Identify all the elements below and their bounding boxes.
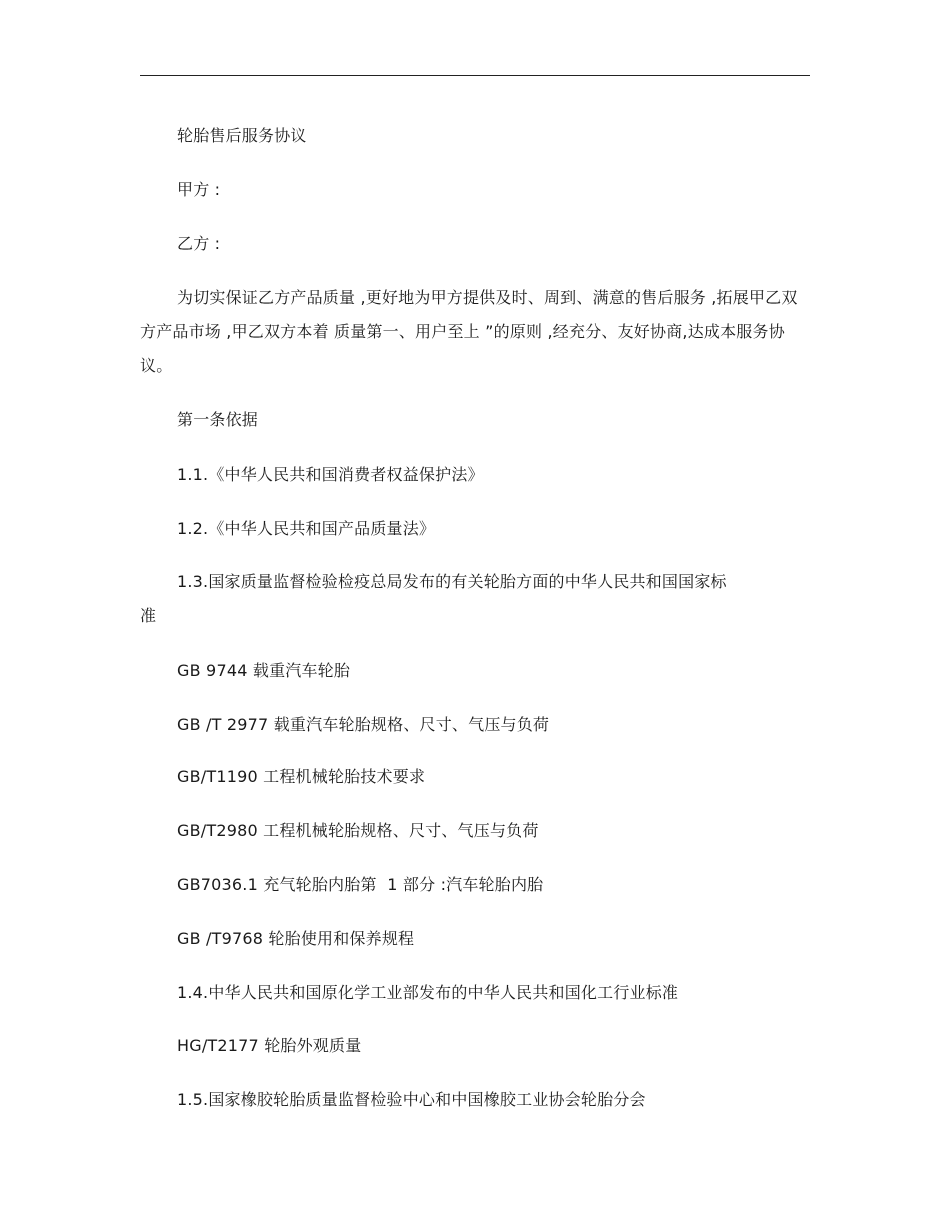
- standard-gb7036: GB7036.1 充气轮胎内胎第 1 部分 :汽车轮胎内胎: [177, 875, 544, 894]
- party-a-label: 甲方 :: [177, 180, 221, 199]
- standard-gb9744: GB 9744 载重汽车轮胎: [177, 661, 351, 680]
- standard-hgt2177: HG/T2177 轮胎外观质量: [177, 1036, 362, 1055]
- article-1-heading: 第一条依据: [177, 410, 259, 429]
- header-rule: [140, 75, 810, 76]
- standard-gbt9768: GB /T9768 轮胎使用和保养规程: [177, 929, 415, 948]
- document-title: 轮胎售后服务协议: [177, 126, 307, 145]
- item-1-5: 1.5.国家橡胶轮胎质量监督检验中心和中国橡胶工业协会轮胎分会: [177, 1090, 646, 1109]
- item-1-3-line2: 准: [140, 606, 157, 625]
- item-1-1: 1.1.《中华人民共和国消费者权益保护法》: [177, 465, 484, 484]
- item-1-2: 1.2.《中华人民共和国产品质量法》: [177, 519, 436, 538]
- standard-gbt2980: GB/T2980 工程机械轮胎规格、尺寸、气压与负荷: [177, 821, 539, 840]
- item-1-3-line1: 1.3.国家质量监督检验检疫总局发布的有关轮胎方面的中华人民共和国国家标: [177, 572, 727, 591]
- party-b-label: 乙方 :: [177, 234, 221, 253]
- item-1-4: 1.4.中华人民共和国原化学工业部发布的中华人民共和国化工行业标准: [177, 983, 679, 1002]
- standard-gbt1190: GB/T1190 工程机械轮胎技术要求: [177, 767, 426, 786]
- intro-paragraph: 为切实保证乙方产品质量 ,更好地为甲方提供及时、周到、满意的售后服务 ,拓展甲乙双方产品市场 ,甲乙双方本着 质量第一、用户至上 ”的原则 ,经充分、友好协商,达成本服务协议。: [140, 288, 798, 375]
- standard-gbt2977: GB /T 2977 载重汽车轮胎规格、尺寸、气压与负荷: [177, 715, 550, 734]
